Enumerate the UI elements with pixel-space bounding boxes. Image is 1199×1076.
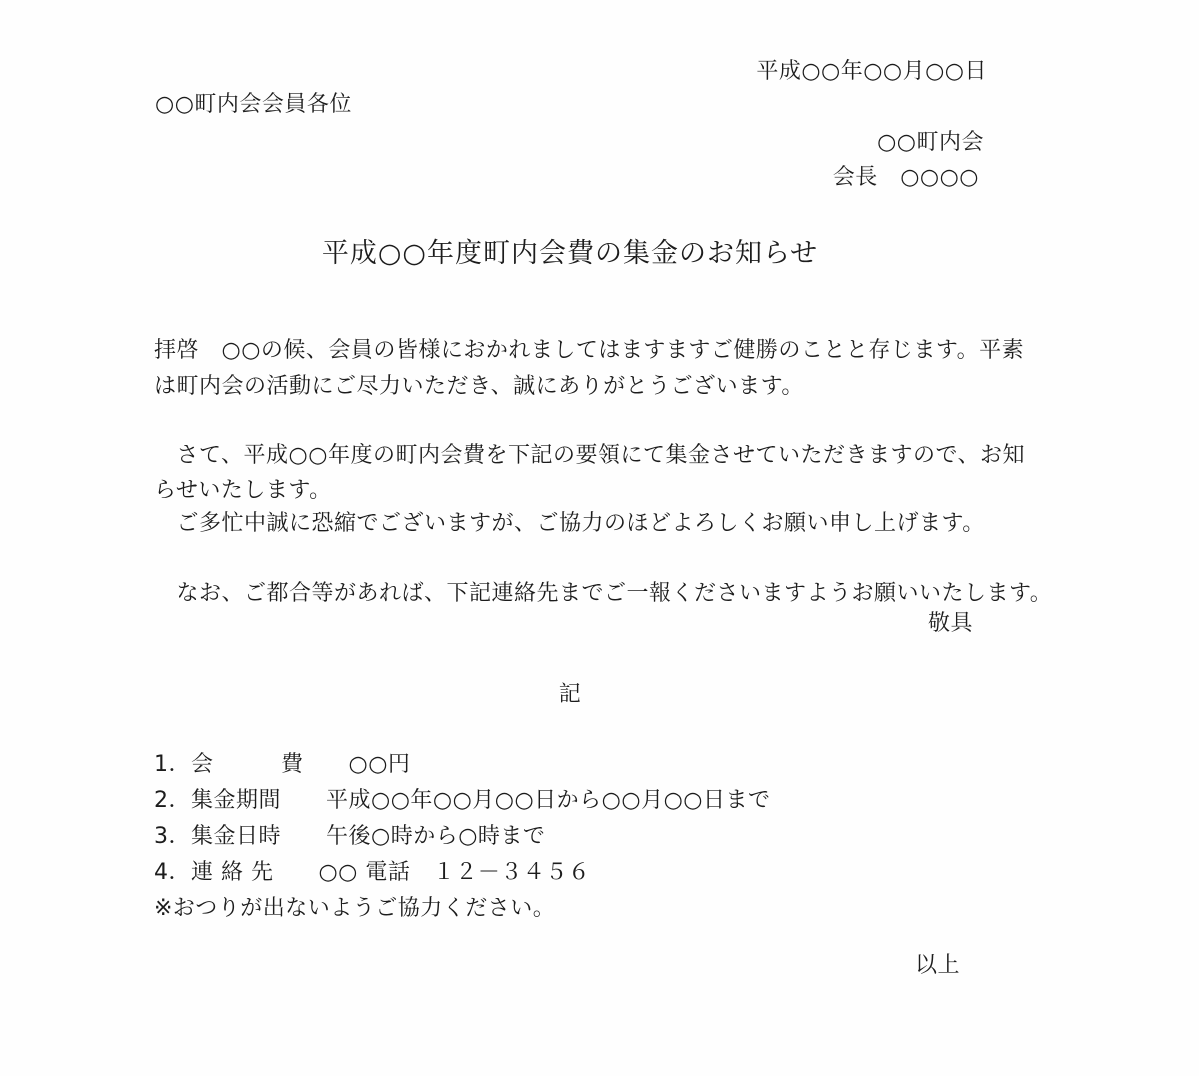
record-items [154, 747, 770, 927]
record-item-time: 3．集金日時 午後○時から○時まで [154, 824, 546, 849]
paragraph-announcement-line1: さて、平成○○年度の町内会費を下記の要領にて集金させていただきますので、お知 [154, 443, 1026, 468]
closing-word: 敬具 [927, 611, 973, 636]
sender-organization: ○○町内会 [877, 130, 984, 155]
document-date: 平成○○年○○月○○日 [756, 59, 987, 84]
record-note: ※おつりが出ないようご協力ください。 [154, 896, 556, 921]
record-item-period: 2．集金期間 平成○○年○○月○○日から○○月○○日まで [154, 788, 771, 813]
record-marker: 記 [558, 682, 582, 707]
paragraph-greeting-line2: は町内会の活動にご尽力いただき、誠にありがとうございます。 [154, 374, 804, 399]
end-marker: 以上 [914, 953, 960, 978]
record-item-contact: 4．連 絡 先 ○○ 電話 １２－３４５６ [154, 860, 591, 885]
paragraph-request: ご多忙中誠に恐縮でございますが、ご協力のほどよろしくお願い申し上げます。 [154, 511, 985, 536]
paragraph-announcement-line2: らせいたします。 [154, 478, 332, 503]
sender-name: 会長 ○○○○ [832, 165, 979, 190]
paragraph-greeting [154, 333, 1024, 405]
addressee-line: ○○町内会会員各位 [155, 92, 352, 117]
paragraph-greeting-line1: 拝啓 ○○の候、会員の皆様におかれましてはますますご健勝のことと存じます。平素 [154, 338, 1025, 363]
record-item-fee: 1．会 費 ○○円 [154, 752, 411, 777]
paragraph-announcement [154, 438, 1025, 508]
paragraph-contact-request: なお、ご都合等があれば、下記連絡先までご一報くださいますようお願いいたします。 [154, 581, 1053, 606]
document-title: 平成○○年度町内会費の集金のお知らせ [321, 238, 819, 269]
